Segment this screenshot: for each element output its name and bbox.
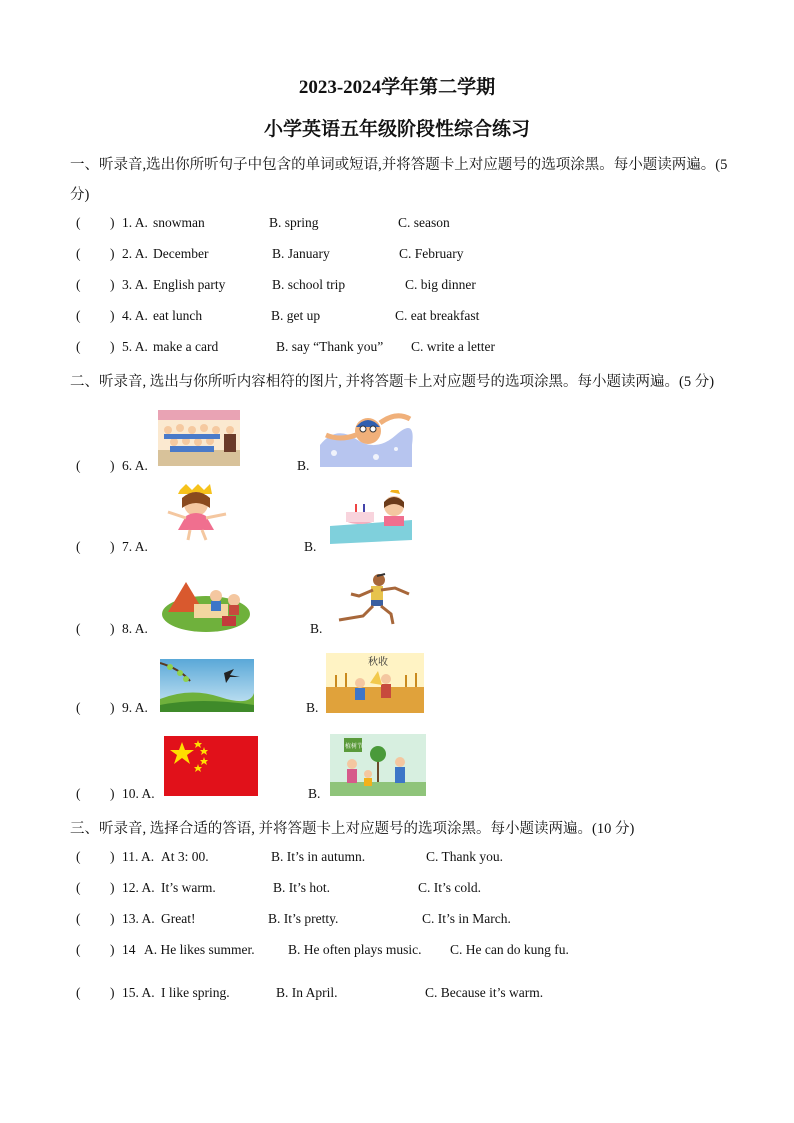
answer-paren-close: ) [110,700,115,715]
option-b: B. [310,621,323,636]
option-b: B. He often plays music. [288,942,422,957]
answer-paren-open: ( [76,911,81,926]
option-a: make a card [153,339,219,354]
answer-paren-open: ( [76,215,81,230]
section3-heading: 三、听录音, 选择合适的答语, 并将答题卡上对应题号的选项涂黑。每小题读两遍。(10 分) [70,821,635,837]
question-number: 15. A. [122,985,155,1000]
option-a: December [153,246,209,261]
answer-paren-close: ) [110,942,115,957]
answer-paren-close: ) [110,339,115,354]
chinese-flag-picture [164,736,258,796]
answer-paren-close: ) [110,849,115,864]
birthday-cake-picture [326,490,416,546]
option-b: B. In April. [276,985,338,1000]
option-c: C. Because it’s warm. [425,985,544,1000]
picnic-picture [160,572,252,634]
option-a: A. He likes summer. [144,942,255,957]
question-number: 5. A. [122,339,148,354]
option-b: B. [297,458,310,473]
option-c: C. February [399,246,464,261]
option-b: B. spring [269,215,319,230]
answer-paren-open: ( [76,621,81,636]
answer-paren-close: ) [110,277,115,292]
running-picture [333,572,415,626]
autumn-sign-text: 秋收 [368,657,388,668]
option-b: B. get up [271,308,321,323]
question-number: 1. A. [122,215,148,230]
question-number: 8. A. [122,621,148,636]
question-number: 12. A. [122,880,155,895]
page-title: 2023-2024学年第二学期 [298,77,496,98]
question-number: 9. A. [122,700,148,715]
answer-paren-close: ) [110,539,115,554]
answer-paren-open: ( [76,308,81,323]
question-number: 10. A. [122,786,155,801]
option-b: B. It’s hot. [273,880,331,895]
answer-paren-close: ) [110,308,115,323]
option-b: B. It’s pretty. [268,911,339,926]
question-number: 13. A. [122,911,155,926]
answer-paren-open: ( [76,700,81,715]
option-c: C. Thank you. [426,849,503,864]
chorus-singing-picture [158,410,240,466]
answer-paren-close: ) [110,458,115,473]
option-b: B. [306,700,319,715]
option-a: English party [153,277,226,292]
option-c: C. It’s cold. [418,880,481,895]
option-c: C. big dinner [405,277,476,292]
option-a: eat lunch [153,308,203,323]
option-c: C. season [398,215,450,230]
answer-paren-open: ( [76,246,81,261]
answer-paren-open: ( [76,458,81,473]
question-number: 3. A. [122,277,148,292]
option-a: Great! [161,911,196,926]
answer-paren-open: ( [76,849,81,864]
answer-paren-close: ) [110,985,115,1000]
tree-planting-picture [330,734,426,796]
option-a: It’s warm. [161,880,216,895]
option-b: B. say “Thank you” [276,339,384,354]
answer-paren-open: ( [76,277,81,292]
option-b: B. [304,539,317,554]
answer-paren-open: ( [76,786,81,801]
answer-paren-close: ) [110,786,115,801]
option-b: B. It’s in autumn. [271,849,366,864]
dancing-girl-picture [160,484,240,542]
section2-heading: 二、听录音, 选出与你所听内容相符的图片, 并将答题卡上对应题号的选项涂黑。每小题读两遍。(5 分) [70,374,715,390]
option-c: C. write a letter [411,339,495,354]
tree-sign-text: 植树节 [345,743,364,750]
answer-paren-close: ) [110,215,115,230]
spring-swallow-picture [160,659,254,712]
question-number: 7. A. [122,539,148,554]
answer-paren-open: ( [76,539,81,554]
question-number: 14 [122,942,136,957]
option-a: I like spring. [161,985,230,1000]
question-number: 2. A. [122,246,148,261]
question-number: 4. A. [122,308,148,323]
page-subtitle: 小学英语五年级阶段性综合练习 [263,119,530,140]
section1-heading: 一、听录音,选出你所听句子中包含的单词或短语,并将答题卡上对应题号的选项涂黑。每小题读两遍。(5 [70,157,728,173]
option-a: At 3: 00. [161,849,209,864]
option-c: C. He can do kung fu. [450,942,569,957]
option-c: C. eat breakfast [395,308,480,323]
option-b: B. school trip [272,277,346,292]
question-number: 11. A. [122,849,155,864]
answer-paren-close: ) [110,246,115,261]
option-b: B. [308,786,321,801]
answer-paren-open: ( [76,942,81,957]
answer-paren-open: ( [76,339,81,354]
option-b: B. January [272,246,330,261]
answer-paren-open: ( [76,985,81,1000]
option-c: C. It’s in March. [422,911,511,926]
question-number: 6. A. [122,458,148,473]
answer-paren-close: ) [110,911,115,926]
swimming-picture [316,405,414,469]
answer-paren-close: ) [110,880,115,895]
option-a: snowman [153,215,205,230]
autumn-harvest-picture [326,653,424,713]
section1-heading-cont: 分) [70,187,90,203]
answer-paren-open: ( [76,880,81,895]
answer-paren-close: ) [110,621,115,636]
